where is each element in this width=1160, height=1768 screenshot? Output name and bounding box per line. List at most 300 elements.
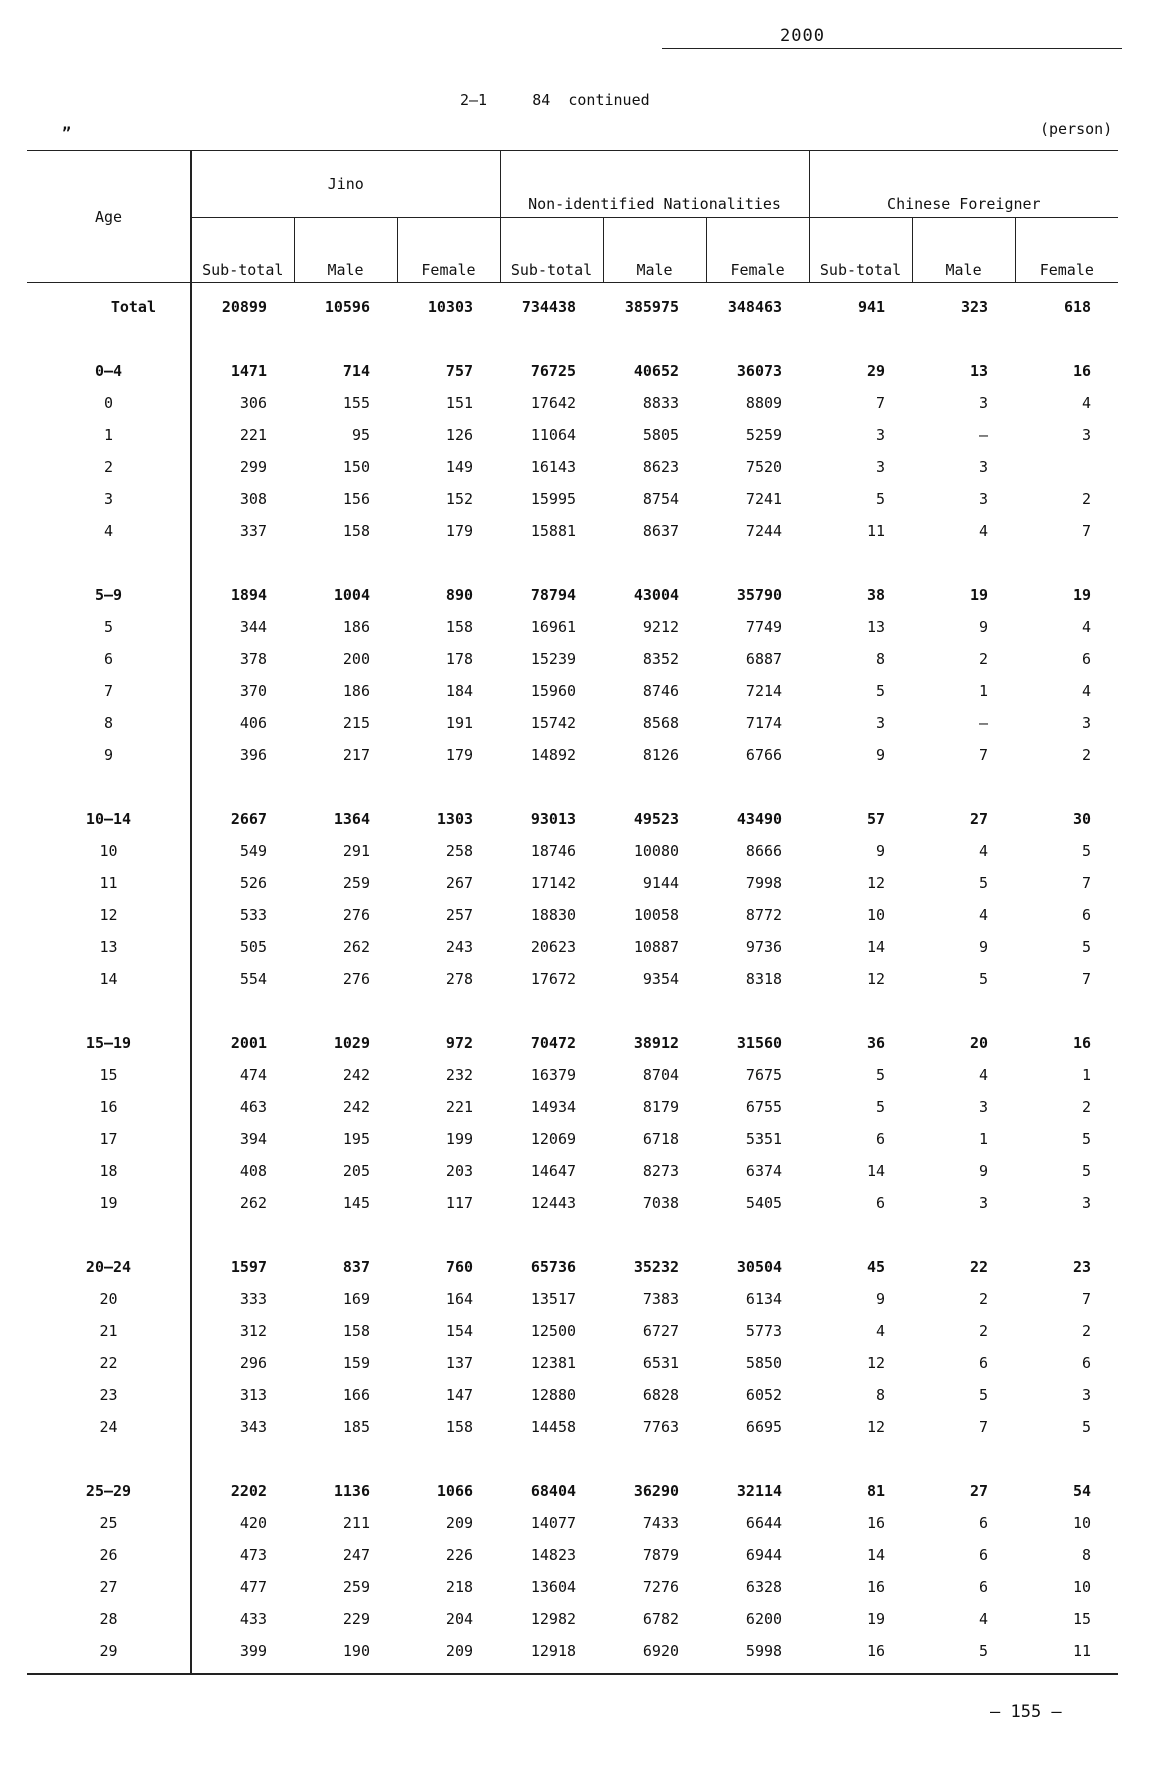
- value-cell: 152: [445, 490, 474, 508]
- year-label: 2000: [780, 26, 825, 46]
- value-cell: 4: [979, 522, 989, 540]
- value-cell: 179: [445, 522, 474, 540]
- value-cell: 15995: [530, 490, 577, 508]
- value-cell: 18746: [530, 842, 577, 860]
- table-row: [27, 899, 1118, 931]
- value-cell: 13: [969, 362, 989, 380]
- value-cell: 3: [876, 426, 886, 444]
- value-cell: 3: [979, 490, 989, 508]
- value-cell: 27: [969, 1482, 989, 1500]
- value-cell: 259: [342, 874, 370, 892]
- table-note: ”: [62, 124, 72, 142]
- value-cell: 333: [239, 1290, 267, 1308]
- value-cell: 348463: [727, 298, 783, 316]
- value-cell: 7998: [745, 874, 783, 892]
- value-cell: 35232: [633, 1258, 680, 1276]
- value-cell: 714: [342, 362, 370, 380]
- table-row: [27, 1347, 1118, 1379]
- age-cell: 3: [27, 483, 191, 515]
- age-cell: 6: [27, 643, 191, 675]
- value-cell: 12381: [530, 1354, 577, 1372]
- value-cell: 6531: [642, 1354, 680, 1372]
- table-caption: 2—1 84 continued: [460, 91, 650, 109]
- value-cell: 32114: [736, 1482, 783, 1500]
- value-cell: 29: [866, 362, 886, 380]
- age-cell: 7: [27, 675, 191, 707]
- value-cell: 3: [979, 1098, 989, 1116]
- value-cell: 3: [876, 458, 886, 476]
- value-cell: 5: [1082, 1130, 1092, 1148]
- value-cell: 5: [979, 970, 989, 988]
- value-cell: 4: [1082, 682, 1092, 700]
- table-row: [27, 1539, 1118, 1571]
- age-cell: 0—4: [27, 355, 191, 387]
- age-cell: 5—9: [27, 579, 191, 611]
- value-cell: 95: [351, 426, 370, 444]
- age-cell: 9: [27, 739, 191, 771]
- value-cell: 2001: [230, 1034, 267, 1052]
- female-header: Female: [1015, 218, 1118, 283]
- value-cell: 16961: [530, 618, 577, 636]
- value-cell: 147: [445, 1386, 474, 1404]
- value-cell: 473: [239, 1546, 267, 1564]
- value-cell: 158: [342, 1322, 370, 1340]
- value-cell: 6727: [642, 1322, 680, 1340]
- table-row: [27, 643, 1118, 675]
- value-cell: 12: [866, 1354, 886, 1372]
- age-cell: 26: [27, 1539, 191, 1571]
- value-cell: 54: [1073, 1482, 1092, 1500]
- male-header: Male: [603, 218, 706, 283]
- age-cell: Total: [27, 283, 191, 324]
- age-group-row: [27, 803, 1118, 835]
- value-cell: 199: [445, 1130, 474, 1148]
- value-cell: 370: [239, 682, 267, 700]
- female-header: Female: [397, 218, 500, 283]
- value-cell: 7: [1082, 970, 1092, 988]
- value-cell: 344: [239, 618, 267, 636]
- value-cell: 6: [1082, 1354, 1092, 1372]
- value-cell: 221: [239, 426, 267, 444]
- value-cell: 45: [866, 1258, 886, 1276]
- value-cell: 151: [445, 394, 474, 412]
- value-cell: 291: [342, 842, 370, 860]
- value-cell: 169: [342, 1290, 370, 1308]
- value-cell: 3: [1082, 1386, 1092, 1404]
- value-cell: 6: [876, 1130, 886, 1148]
- value-cell: 9144: [642, 874, 680, 892]
- value-cell: 8352: [642, 650, 680, 668]
- value-cell: —: [979, 714, 989, 732]
- value-cell: 7241: [745, 490, 783, 508]
- value-cell: 149: [445, 458, 474, 476]
- value-cell: 7214: [745, 682, 783, 700]
- age-cell: 25: [27, 1507, 191, 1539]
- value-cell: 15881: [530, 522, 577, 540]
- header-rule: [662, 48, 1122, 49]
- value-cell: 1471: [230, 362, 267, 380]
- value-cell: 184: [445, 682, 474, 700]
- value-cell: 16: [866, 1514, 886, 1532]
- value-cell: 8666: [745, 842, 783, 860]
- value-cell: 185: [342, 1418, 370, 1436]
- value-cell: 16143: [530, 458, 577, 476]
- table-row: [27, 867, 1118, 899]
- value-cell: 8809: [745, 394, 783, 412]
- spacer-row: [27, 323, 1118, 355]
- value-cell: 4: [979, 1610, 989, 1628]
- value-cell: 242: [342, 1098, 370, 1116]
- value-cell: 837: [342, 1258, 370, 1276]
- value-cell: 308: [239, 490, 267, 508]
- value-cell: 4: [979, 842, 989, 860]
- value-cell: 150: [342, 458, 370, 476]
- age-cell: 14: [27, 963, 191, 995]
- value-cell: 13604: [530, 1578, 577, 1596]
- value-cell: 278: [445, 970, 474, 988]
- value-cell: 6: [1082, 906, 1092, 924]
- age-header: Age: [27, 151, 191, 283]
- value-cell: 618: [1063, 298, 1092, 316]
- value-cell: 5: [912, 1635, 1015, 1674]
- value-cell: 5: [979, 1386, 989, 1404]
- value-cell: 19: [969, 586, 989, 604]
- value-cell: 433: [239, 1610, 267, 1628]
- value-cell: 43490: [736, 810, 783, 828]
- value-cell: 8754: [642, 490, 680, 508]
- value-cell: 16: [1073, 1034, 1092, 1052]
- age-cell: 12: [27, 899, 191, 931]
- value-cell: 6887: [745, 650, 783, 668]
- value-cell: 8772: [745, 906, 783, 924]
- value-cell: 378: [239, 650, 267, 668]
- table-row: [27, 1507, 1118, 1539]
- value-cell: 12069: [530, 1130, 577, 1148]
- value-cell: 13517: [530, 1290, 577, 1308]
- value-cell: 8568: [642, 714, 680, 732]
- value-cell: 337: [239, 522, 267, 540]
- value-cell: 9354: [642, 970, 680, 988]
- value-cell: 93013: [530, 810, 577, 828]
- value-cell: 5351: [745, 1130, 783, 1148]
- value-cell: 12443: [530, 1194, 577, 1212]
- value-cell: 36: [866, 1034, 886, 1052]
- value-cell: 1: [979, 1130, 989, 1148]
- value-cell: 3: [979, 1194, 989, 1212]
- value-cell: 7520: [745, 458, 783, 476]
- value-cell: 6944: [745, 1546, 783, 1564]
- value-cell: 941: [857, 298, 886, 316]
- age-cell: 19: [27, 1187, 191, 1219]
- value-cell: 6695: [745, 1418, 783, 1436]
- table-row: [27, 419, 1118, 451]
- value-cell: 323: [960, 298, 989, 316]
- value-cell: 15960: [530, 682, 577, 700]
- value-cell: 396: [239, 746, 267, 764]
- value-cell: 408: [239, 1162, 267, 1180]
- value-cell: 155: [342, 394, 370, 412]
- spacer-row: [27, 771, 1118, 803]
- value-cell: 1364: [333, 810, 370, 828]
- value-cell: 7433: [642, 1514, 680, 1532]
- total-row: [27, 283, 1118, 324]
- value-cell: 12918: [500, 1635, 603, 1674]
- table-row: [27, 1603, 1118, 1635]
- value-cell: 179: [445, 746, 474, 764]
- value-cell: 4: [1082, 394, 1092, 412]
- value-cell: 1066: [436, 1482, 474, 1500]
- value-cell: 6: [979, 1354, 989, 1372]
- value-cell: 195: [342, 1130, 370, 1148]
- value-cell: 7: [876, 394, 886, 412]
- value-cell: 6828: [642, 1386, 680, 1404]
- age-group-row: [27, 1251, 1118, 1283]
- unit-label: (person): [1040, 120, 1113, 138]
- value-cell: 3: [1082, 714, 1092, 732]
- age-cell: 1: [27, 419, 191, 451]
- value-cell: 117: [445, 1194, 474, 1212]
- subtotal-header: Sub-total: [500, 218, 603, 283]
- table-row: [27, 1155, 1118, 1187]
- age-cell: 24: [27, 1411, 191, 1443]
- value-cell: 6755: [745, 1098, 783, 1116]
- value-cell: 2667: [230, 810, 267, 828]
- population-table: [27, 150, 1118, 1675]
- value-cell: 7675: [745, 1066, 783, 1084]
- value-cell: 12: [866, 874, 886, 892]
- value-cell: 16: [1073, 362, 1092, 380]
- value-cell: 43004: [633, 586, 680, 604]
- value-cell: 399: [191, 1635, 294, 1674]
- value-cell: 9: [979, 1162, 989, 1180]
- value-cell: 158: [445, 618, 474, 636]
- value-cell: 68404: [530, 1482, 577, 1500]
- age-cell: 15: [27, 1059, 191, 1091]
- value-cell: 276: [342, 906, 370, 924]
- age-cell: 22: [27, 1347, 191, 1379]
- value-cell: 394: [239, 1130, 267, 1148]
- table-row: [27, 1123, 1118, 1155]
- value-cell: 229: [342, 1610, 370, 1628]
- value-cell: 6766: [745, 746, 783, 764]
- table-row: [27, 451, 1118, 483]
- value-cell: 9212: [642, 618, 680, 636]
- value-cell: 5405: [745, 1194, 783, 1212]
- value-cell: 36290: [633, 1482, 680, 1500]
- value-cell: 14892: [530, 746, 577, 764]
- value-cell: 5773: [745, 1322, 783, 1340]
- value-cell: 760: [445, 1258, 474, 1276]
- table-row: [27, 1411, 1118, 1443]
- value-cell: 8: [1082, 1546, 1092, 1564]
- value-cell: 7749: [745, 618, 783, 636]
- age-group-row: [27, 1027, 1118, 1059]
- value-cell: 70472: [530, 1034, 577, 1052]
- age-cell: 23: [27, 1379, 191, 1411]
- value-cell: 215: [342, 714, 370, 732]
- age-cell: 5: [27, 611, 191, 643]
- value-cell: 16379: [530, 1066, 577, 1084]
- value-cell: 1303: [436, 810, 474, 828]
- value-cell: 186: [342, 682, 370, 700]
- value-cell: 10058: [633, 906, 680, 924]
- value-cell: 8126: [642, 746, 680, 764]
- value-cell: 7276: [642, 1578, 680, 1596]
- value-cell: 6: [979, 1514, 989, 1532]
- value-cell: 6328: [745, 1578, 783, 1596]
- value-cell: 10: [1073, 1514, 1092, 1532]
- value-cell: 14647: [530, 1162, 577, 1180]
- value-cell: 7: [979, 746, 989, 764]
- value-cell: 11064: [530, 426, 577, 444]
- value-cell: 2: [1082, 490, 1092, 508]
- value-cell: 27: [969, 810, 989, 828]
- group-header-jino: Jino: [191, 151, 500, 218]
- value-cell: 3: [876, 714, 886, 732]
- value-cell: 6200: [745, 1610, 783, 1628]
- value-cell: 19: [866, 1610, 886, 1628]
- value-cell: 14: [866, 938, 886, 956]
- value-cell: 156: [342, 490, 370, 508]
- table-row: [27, 611, 1118, 643]
- table-body: [27, 283, 1118, 1675]
- value-cell: 4: [979, 1066, 989, 1084]
- table-row: [27, 1635, 1118, 1674]
- age-group-row: [27, 579, 1118, 611]
- value-cell: 15239: [530, 650, 577, 668]
- value-cell: 164: [445, 1290, 474, 1308]
- value-cell: 312: [239, 1322, 267, 1340]
- age-cell: 25—29: [27, 1475, 191, 1507]
- value-cell: 126: [445, 426, 474, 444]
- value-cell: 1: [979, 682, 989, 700]
- value-cell: 23: [1073, 1258, 1092, 1276]
- value-cell: 8: [876, 1386, 886, 1404]
- value-cell: 9: [979, 938, 989, 956]
- value-cell: 15: [1073, 1610, 1092, 1628]
- value-cell: 533: [239, 906, 267, 924]
- value-cell: —: [979, 426, 989, 444]
- value-cell: 14077: [530, 1514, 577, 1532]
- age-cell: 16: [27, 1091, 191, 1123]
- value-cell: 7174: [745, 714, 783, 732]
- subtotal-header: Sub-total: [809, 218, 912, 283]
- value-cell: 22: [969, 1258, 989, 1276]
- value-cell: 221: [445, 1098, 474, 1116]
- value-cell: 276: [342, 970, 370, 988]
- age-cell: 21: [27, 1315, 191, 1347]
- value-cell: 35790: [736, 586, 783, 604]
- value-cell: 6782: [642, 1610, 680, 1628]
- value-cell: 7038: [642, 1194, 680, 1212]
- value-cell: 18830: [530, 906, 577, 924]
- value-cell: 158: [445, 1418, 474, 1436]
- value-cell: 137: [445, 1354, 474, 1372]
- value-cell: 420: [239, 1514, 267, 1532]
- value-cell: 40652: [633, 362, 680, 380]
- value-cell: 217: [342, 746, 370, 764]
- value-cell: 1597: [230, 1258, 267, 1276]
- value-cell: 7: [1082, 522, 1092, 540]
- value-cell: 2: [979, 650, 989, 668]
- age-cell: 11: [27, 867, 191, 899]
- value-cell: 14458: [530, 1418, 577, 1436]
- value-cell: 6374: [745, 1162, 783, 1180]
- female-header: Female: [706, 218, 809, 283]
- value-cell: 3: [979, 394, 989, 412]
- value-cell: 6: [979, 1546, 989, 1564]
- value-cell: 10: [866, 906, 886, 924]
- value-cell: 159: [342, 1354, 370, 1372]
- value-cell: 5: [1082, 1418, 1092, 1436]
- value-cell: 5: [1082, 1162, 1092, 1180]
- value-cell: 145: [342, 1194, 370, 1212]
- value-cell: 65736: [530, 1258, 577, 1276]
- value-cell: 186: [342, 618, 370, 636]
- value-cell: 9736: [745, 938, 783, 956]
- value-cell: 267: [445, 874, 474, 892]
- table-row: [27, 515, 1118, 547]
- value-cell: 191: [445, 714, 474, 732]
- value-cell: 209: [397, 1635, 500, 1674]
- value-cell: 30504: [736, 1258, 783, 1276]
- value-cell: 242: [342, 1066, 370, 1084]
- value-cell: 12500: [530, 1322, 577, 1340]
- value-cell: 7383: [642, 1290, 680, 1308]
- table-row: [27, 1187, 1118, 1219]
- value-cell: 17142: [530, 874, 577, 892]
- age-cell: 8: [27, 707, 191, 739]
- value-cell: 36073: [736, 362, 783, 380]
- table-row: [27, 931, 1118, 963]
- value-cell: 5: [876, 1098, 886, 1116]
- value-cell: 8704: [642, 1066, 680, 1084]
- value-cell: 14823: [530, 1546, 577, 1564]
- value-cell: 257: [445, 906, 474, 924]
- value-cell: 7: [979, 1418, 989, 1436]
- value-cell: 14: [866, 1162, 886, 1180]
- value-cell: 262: [342, 938, 370, 956]
- value-cell: 262: [239, 1194, 267, 1212]
- value-cell: 1894: [230, 586, 267, 604]
- spacer-row: [27, 547, 1118, 579]
- age-cell: 27: [27, 1571, 191, 1603]
- table-row: [27, 1571, 1118, 1603]
- value-cell: 5: [876, 1066, 886, 1084]
- value-cell: 5998: [706, 1635, 809, 1674]
- value-cell: 972: [445, 1034, 474, 1052]
- spacer-row: [27, 995, 1118, 1027]
- value-cell: 10887: [633, 938, 680, 956]
- value-cell: 4: [876, 1322, 886, 1340]
- value-cell: 5: [1082, 842, 1092, 860]
- value-cell: 218: [445, 1578, 474, 1596]
- value-cell: 8: [876, 650, 886, 668]
- value-cell: 203: [445, 1162, 474, 1180]
- group-header-non-identified: Non-identified Nationalities: [500, 151, 809, 218]
- age-cell: 10: [27, 835, 191, 867]
- value-cell: 306: [239, 394, 267, 412]
- value-cell: 7879: [642, 1546, 680, 1564]
- value-cell: 31560: [736, 1034, 783, 1052]
- value-cell: 8179: [642, 1098, 680, 1116]
- age-cell: 18: [27, 1155, 191, 1187]
- value-cell: 20623: [530, 938, 577, 956]
- value-cell: 6718: [642, 1130, 680, 1148]
- table-row: [27, 1315, 1118, 1347]
- value-cell: 12: [866, 970, 886, 988]
- value-cell: 3: [979, 458, 989, 476]
